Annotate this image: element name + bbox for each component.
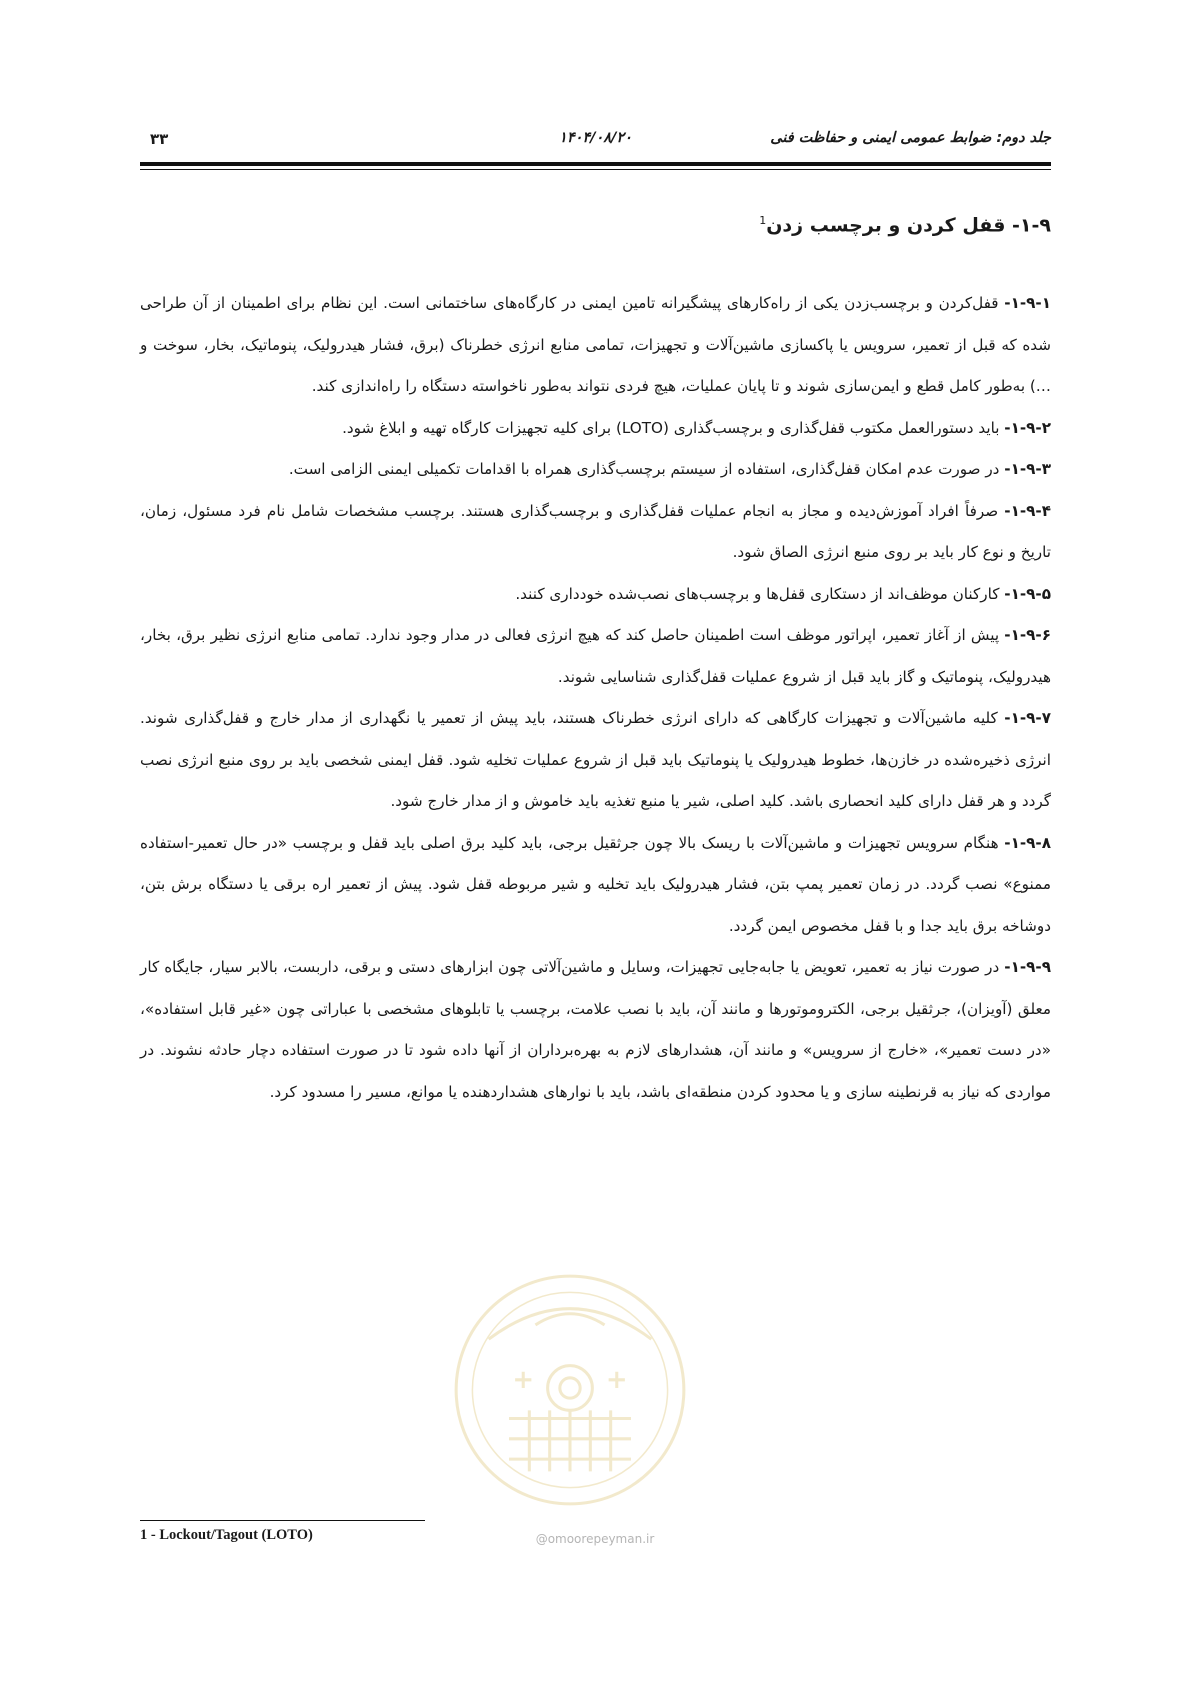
paragraph [140, 408, 1051, 450]
clause-number: ۱-۹-۶- [1004, 626, 1051, 644]
clause-text: پیش از آغاز تعمیر، اپراتور موظف است اطمینان حاصل کند که هیچ انرژی فعالی در مدار وجود ندارد. تمامی منابع انرژی نظیر برق، بخار، هیدرولیک، پنوماتیک و گاز باید قبل از شروع عملیات قفل‌گذاری شناسایی شوند. [140, 626, 1051, 686]
header-rule-thin [140, 169, 1051, 170]
clause-number: ۱-۹-۲- [1004, 418, 1051, 437]
body-text [140, 283, 1051, 1113]
clause-number: ۱-۹-۹- [1004, 958, 1051, 976]
header-date: ۱۴۰۴/۰۸/۲۰ [559, 130, 632, 146]
watermark-url: @omoorepeyman.ir [535, 1532, 655, 1546]
book-title: جلد دوم: ضوابط عمومی ایمنی و حفاظت فنی [770, 130, 1051, 146]
clause-text: صرفاً افراد آموزش‌دیده و مجاز به انجام عملیات قفل‌گذاری و برچسب‌گذاری هستند. برچسب مشخصات شامل نام فرد مسئول، زمان، تاریخ و نوع کار باید بر روی منبع انرژی الصاق شود. [140, 501, 1051, 561]
clause-text: در صورت نیاز به تعمیر، تعویض یا جابه‌جایی تجهیزات، وسایل و ماشین‌آلاتی چون ابزارهای دستی و برقی، داربست، بالابر سیار، جایگاه کار معلق (آویزان)، جرثقیل برجی، الکتروموتورها و مانند آن، باید با نصب علامت، برچسب یا تابلوهای مشخصی با عباراتی چون «غیر قابل استفاده»، «در دست تعمیر»، «خارج از سرویس» و مانند آن، هشدارهای لازم به بهره‌برداران از آنها داده شود تا در صورت استفاده دچار حادثه نشوند. در مواردی که نیاز به قرنطینه سازی و یا محدود کردن منطقه‌ای باشد، باید با نوارهای هشداردهنده یا موانع، مسیر را مسدود کرد. [140, 958, 1051, 1101]
clause-text: کلیه ماشین‌آلات و تجهیزات کارگاهی که دارای انرژی خطرناک هستند، باید پیش از تعمیر یا نگهداری از مدار خارج و قفل‌گذاری شوند. انرژی ذخیره‌شده در خازن‌ها، خطوط هیدرولیک یا پنوماتیک باید قبل از شروع عملیات تخلیه شود. قفل ایمنی شخصی باید بر روی منبع انرژی نصب گردد و هر قفل دارای کلید انحصاری باشد. کلید اصلی، شیر یا منبع تغذیه باید خاموش و از مدار خارج شود. [140, 709, 1051, 810]
section-heading-text: ۱-۹- قفل کردن و برچسب زدن [766, 214, 1051, 237]
clause-number: ۱-۹-۴- [1004, 501, 1051, 520]
watermark-logo-icon [448, 1268, 692, 1512]
clause-text: قفل‌کردن و برچسب‌زدن یکی از راه‌کارهای پیشگیرانه تامین ایمنی در کارگاه‌های ساختمانی است. این نظام برای اطمینان از آن طراحی شده که قبل از تعمیر، سرویس یا پاکسازی ماشین‌آلات و تجهیزات، تمامی منابع انرژی خطرناک (برق، فشار هیدرولیک، پنوماتیک، بخار، سوخت و …) به‌طور کامل قطع و ایمن‌سازی شوند و تا پایان عملیات، هیچ فردی نتواند به‌طور ناخواسته دستگاه را راه‌اندازی کند. [140, 294, 1051, 395]
paragraph [140, 823, 1051, 948]
footnote-reference: 1 [759, 214, 767, 227]
header-rule-thick [140, 162, 1051, 166]
paragraph [140, 698, 1051, 823]
clause-number: ۱-۹-۵- [1004, 584, 1051, 603]
paragraph [140, 947, 1051, 1113]
section-heading [759, 214, 1051, 236]
paragraph [140, 491, 1051, 574]
page-header [140, 130, 1051, 158]
paragraph [140, 574, 1051, 616]
footnote: 1 - Lockout/Tagout (LOTO) [140, 1527, 313, 1543]
clause-number: ۱-۹-۷- [1004, 709, 1051, 727]
paragraph [140, 449, 1051, 491]
clause-number: ۱-۹-۸- [1004, 833, 1051, 852]
paragraph [140, 283, 1051, 408]
clause-text: هنگام سرویس تجهیزات و ماشین‌آلات با ریسک بالا چون جرثقیل برجی، باید کلید برق اصلی باید قفل و برچسب «در حال تعمیر-استفاده ممنوع» نصب گردد. در زمان تعمیر پمپ بتن، فشار هیدرولیک باید تخلیه و شیر مربوطه قفل شود. پیش از تعمیر اره برقی یا دستگاه برش بتن، دوشاخه برق باید جدا و با قفل مخصوص ایمن گردد. [140, 833, 1051, 935]
clause-text: کارکنان موظف‌اند از دستکاری قفل‌ها و برچسب‌های نصب‌شده خودداری کنند. [515, 584, 1005, 603]
clause-text: باید دستورالعمل مکتوب قفل‌گذاری و برچسب‌گذاری (LOTO) برای کلیه تجهیزات کارگاه تهیه و ابلاغ شود. [342, 418, 1005, 437]
paragraph [140, 615, 1051, 698]
clause-number: ۱-۹-۱- [1004, 294, 1051, 312]
clause-text: در صورت عدم امکان قفل‌گذاری، استفاده از سیستم برچسب‌گذاری همراه با اقدامات تکمیلی ایمنی الزامی است. [288, 460, 1005, 478]
page-number: ۳۳ [150, 130, 169, 148]
footnote-separator [140, 1520, 425, 1521]
clause-number: ۱-۹-۳- [1004, 460, 1051, 478]
